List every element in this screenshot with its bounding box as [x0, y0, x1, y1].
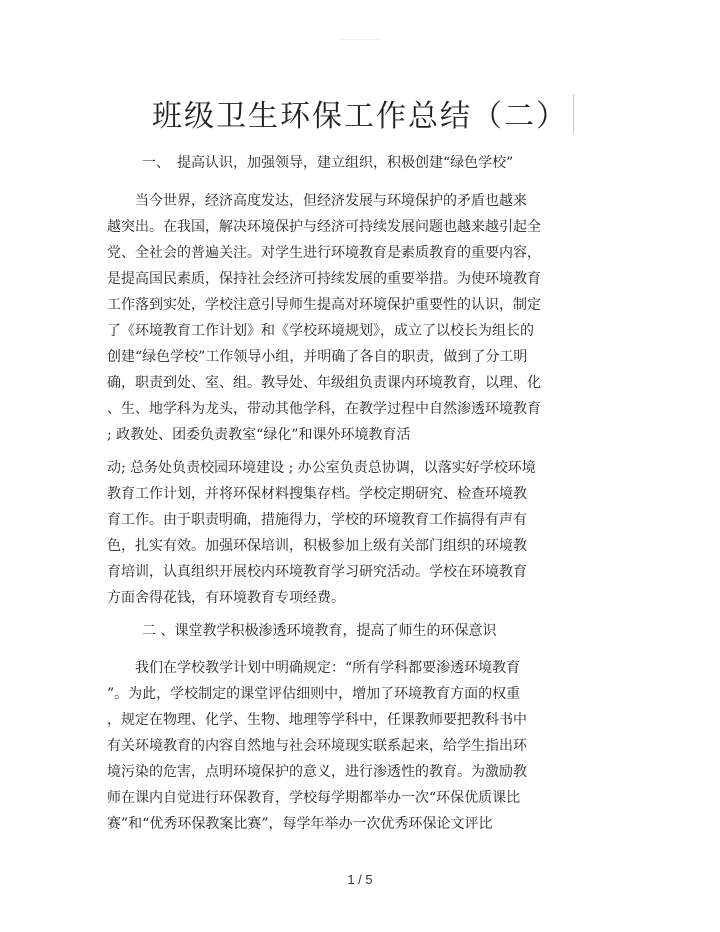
paragraph-line: 我们在学校教学计划中明确规定：“所有学科都要渗透环境教育: [107, 660, 521, 676]
header-mark: ………………………………: [340, 37, 380, 41]
paragraph-line: 教育工作计划，并将环保材料搜集存档。学校定期研究、检查环境教: [107, 486, 527, 502]
paragraph-line: 色，扎实有效。加强环保培训，积极参加上级有关部门组织的环境教: [107, 538, 527, 554]
paragraph-1: [107, 188, 541, 448]
document-title: 班级卫生环保工作总结（二）: [152, 99, 568, 134]
paragraph-line: 党、全社会的普遍关注。对学生进行环境教育是素质教育的重要内容，: [107, 245, 541, 261]
paragraph-line: 方面舍得花钱，有环境教育专项经费。: [107, 590, 345, 606]
paragraph-2: [107, 455, 536, 611]
paragraph-line: ，规定在物理、化学、生物、地理等学科中，任课教师要把教科书中: [107, 712, 527, 728]
paragraph-line: 有关环境教育的内容自然地与社会环境现实联系起来，给学生指出环: [107, 738, 527, 754]
paragraph-line: 师在课内自觉进行环保教育，学校每学期都举办一次“环保优质课比: [107, 790, 521, 806]
paragraph-line: 了《环境教育工作计划》和《学校环境规划》，成立了以校长为组长的: [107, 323, 534, 339]
paragraph-line: ; 政教处、团委负责教室“绿化”和课外环境教育活: [107, 427, 411, 443]
paragraph-line: 动; 总务处负责校园环境建设 ; 办公室负责总协调，以落实好学校环境: [107, 460, 536, 476]
paragraph-line: 当今世界，经济高度发达，但经济发展与环境保护的矛盾也越来: [107, 193, 527, 209]
paragraph-line: 创建“绿色学校”工作领导小组，并明确了各自的职责，做到了分工明: [107, 349, 528, 365]
page-number: 1 / 5: [347, 872, 373, 887]
paragraph-line: 育工作。由于职责明确，措施得力，学校的环境教育工作搞得有声有: [107, 512, 527, 528]
paragraph-line: ”。为此，学校制定的课堂评估细则中，增加了环境教育方面的权重: [107, 686, 521, 702]
section-heading-2: 二 、课堂教学积极渗透环境教育，提高了师生的环保意识: [142, 623, 497, 639]
paragraph-line: 境污染的危害，点明环境保护的意义，进行渗透性的教育。为激励教: [107, 764, 527, 780]
paragraph-line: 是提高国民素质，保持社会经济可持续发展的重要举措。为使环境教育: [107, 271, 541, 287]
paragraph-line: 育培训，认真组织开展校内环境教育学习研究活动。学校在环境教育: [107, 564, 527, 580]
paragraph-line: 越突出。在我国，解决环境保护与经济可持续发展问题也越来越引起全: [107, 219, 541, 235]
section-heading-1: 一、 提高认识，加强领导，建立组织，积极创建“绿色学校”: [142, 155, 514, 171]
paragraph-line: 、生、地学科为龙头，带动其他学科，在教学过程中自然渗透环境教育: [107, 401, 541, 417]
paragraph-line: 工作落到实处，学校注意引导师生提高对环境保护重要性的认识，制定: [107, 297, 541, 313]
paragraph-line: 赛”和“优秀环保教案比赛”，每学年举办一次优秀环保论文评比: [107, 816, 493, 832]
paragraph-3: [107, 655, 527, 837]
paragraph-line: 确，职责到处、室、组。教导处、年级组负责课内环境教育，以理、化: [107, 375, 541, 391]
